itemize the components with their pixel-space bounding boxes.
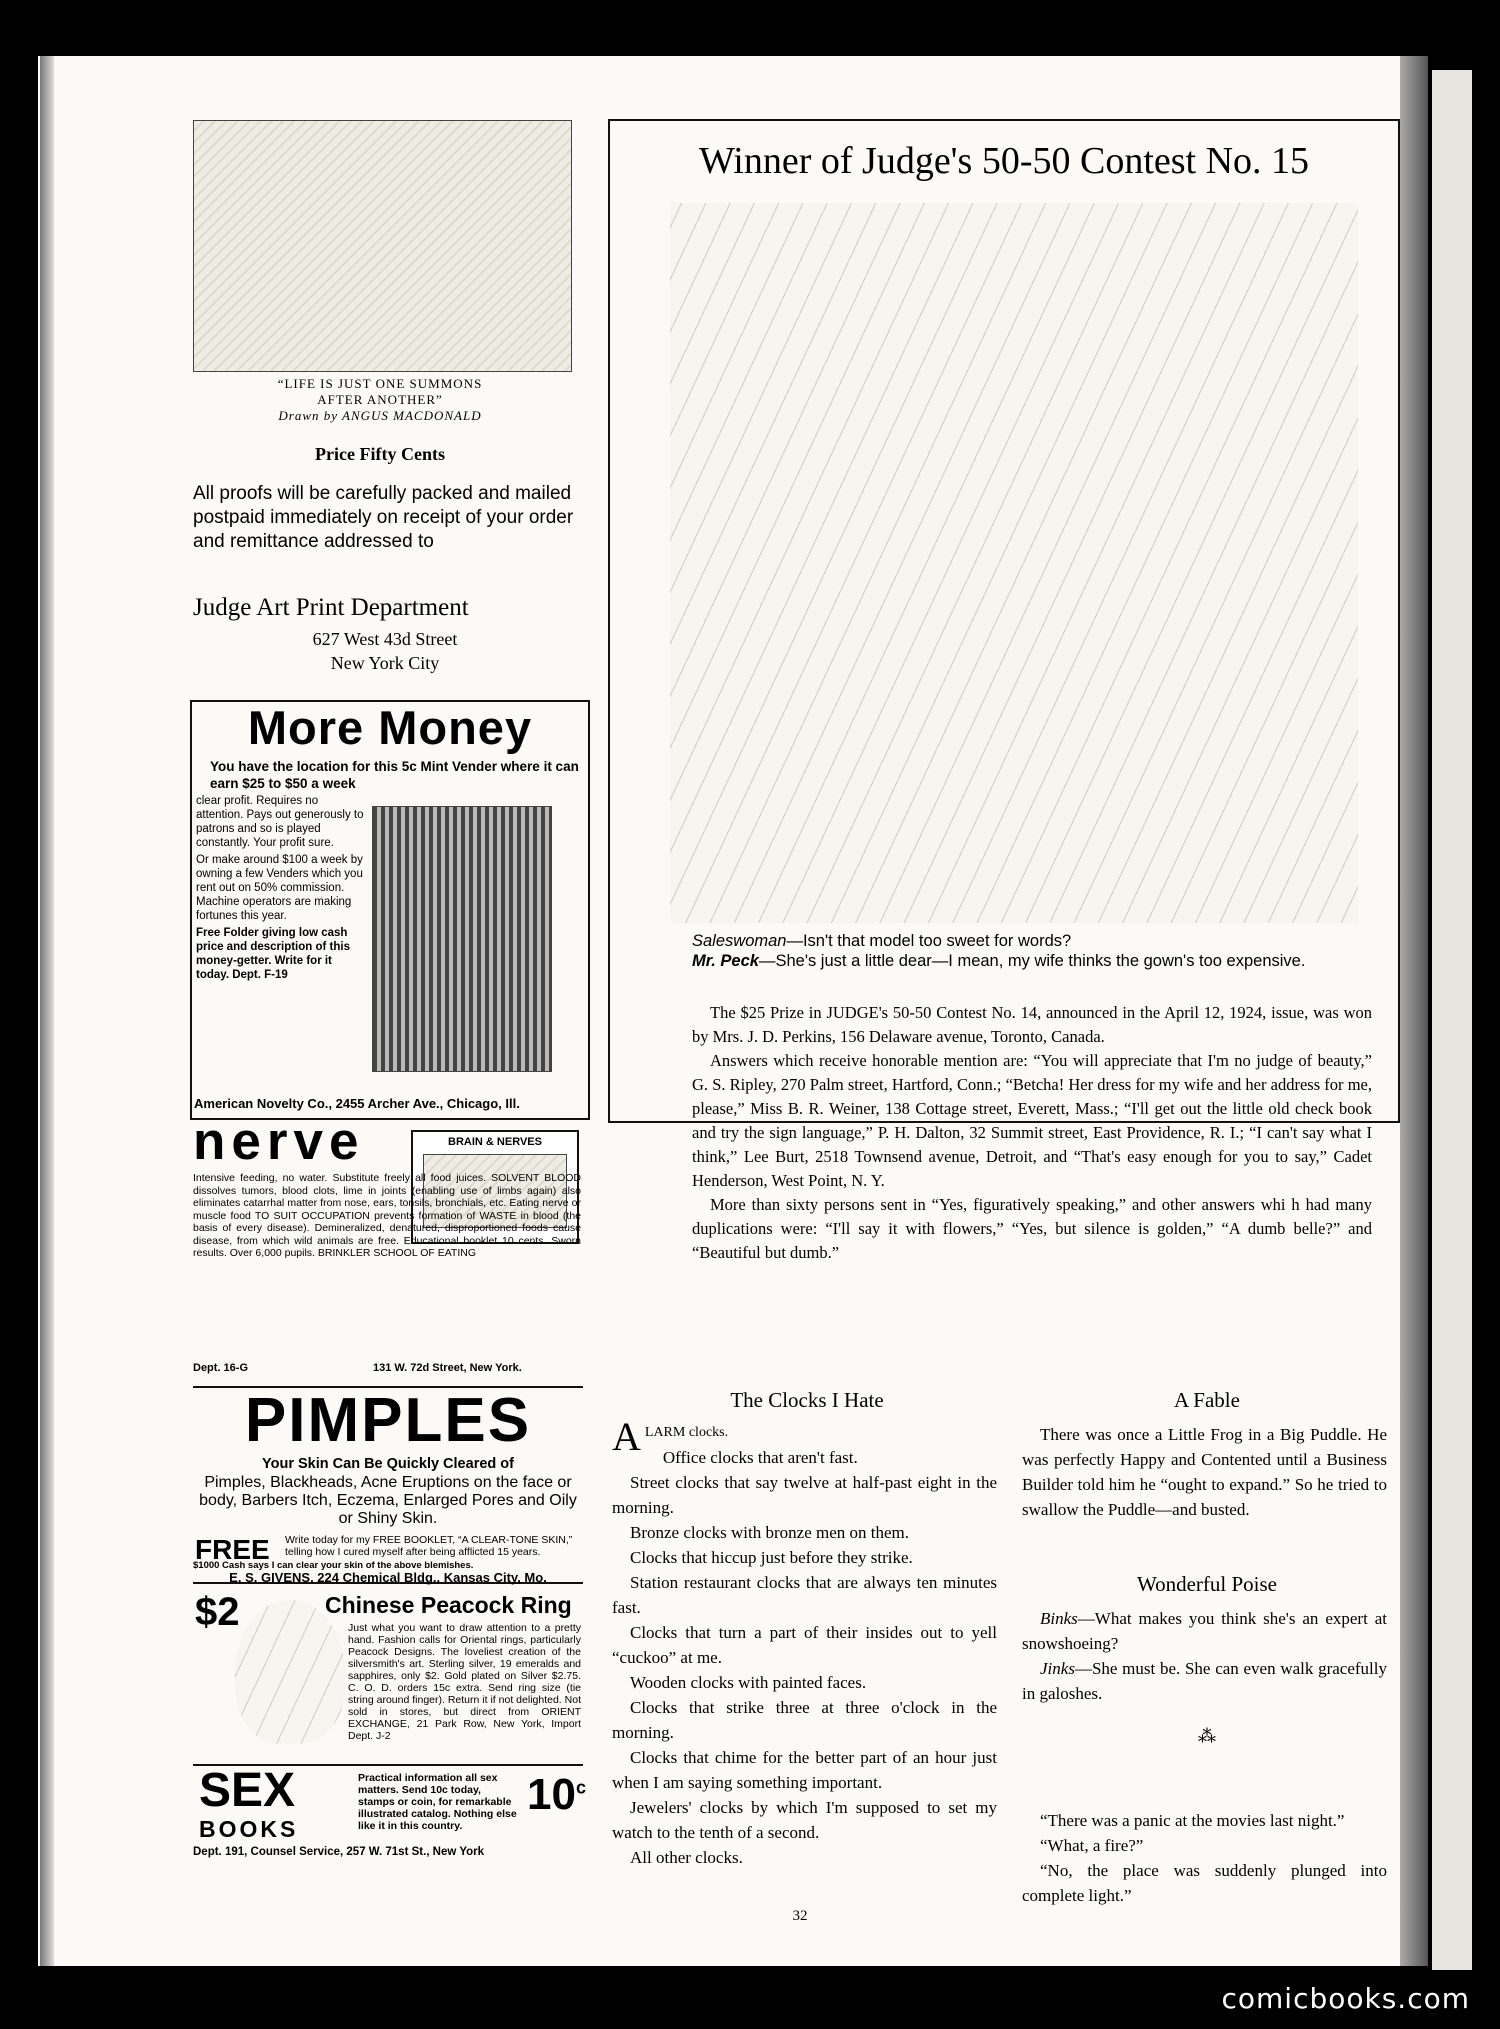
contest-cartoon [670, 203, 1358, 923]
page-gutter-shadow [1400, 56, 1428, 1966]
contest-title: Winner of Judge's 50-50 Contest No. 15 [698, 140, 1310, 182]
ad-nerve-body: Intensive feeding, no water. Substitute freely all food juices. SOLVENT BLOOD dissolves tumors, blood clots, lime in joints (enabling use of limbs again) also eliminates catarrhal matter from nose, ears, tonsils, bronchials, etc. Eating nerve or muscle food TO SUIT OCCUPATION prevents formation of WASTE in blood (the basis of every disease). Demineralized, denatured, disproportioned foods cause disease, from which wild animals are free. Educational booklet 10 cents. Sworn results. Over 6,000 pupils. BRINKLER SCHOOL OF EATING [193, 1172, 581, 1259]
ad-money-title: More Money [247, 701, 533, 754]
ad-sex-body: Practical information all sex matters. Send 10c today, stamps or coin, for remarkable illustrated catalog. Nothing else like it in this country. [358, 1772, 517, 1832]
ad-sex-subtitle: BOOKS [199, 1816, 299, 1842]
print-credit: Drawn by ANGUS MACDONALD [278, 408, 482, 423]
poise-title: Wonderful Poise [1136, 1572, 1278, 1596]
ad-pimples-free-text: Write today for my FREE BOOKLET, “A CLEAR-TONE SKIN,” telling how I cured myself after being afflicted 15 years. [285, 1534, 573, 1558]
ad-nerve-address: 131 W. 72d Street, New York. [373, 1362, 522, 1374]
vending-machine-image [372, 806, 552, 1072]
ad-money-lead: You have the location for this 5c Mint Vender where it can earn $25 to $50 a week [210, 759, 579, 791]
brain-nerves-illustration: BRAIN & NERVES [411, 1130, 579, 1244]
poise-body: Binks—What makes you think she's an expert at snowshoeing? Jinks—She must be. She can even walk gracefully in galoshes. [1022, 1609, 1387, 1703]
contest-results: The $25 Prize in JUDGE's 50-50 Contest No. 14, announced in the April 12, 1924, issue, was won by Mrs. J. D. Perkins, 156 Delaware avenue, Toronto, Canada. Answers which receive honorable mention are: “You will appreciate that I'm no judge of beauty,” G. S. Ripley, 270 Palm street, Hartford, Conn.; “Betcha! Her dress for my wife and her address for me, please,” Miss B. R. Weiner, 138 Cottage street, Everett, Mass.; “I'll get out the little old check book and try the sign language,” P. H. Dalton, 32 Summit street, East Providence, R. I.; “I can't say what I think,” Lee Burt, 2518 Townsend avenue, Detroit, and “That's easy enough for you to say,” Cadet Henderson, West Point, N. Y. More than sixty persons sent in “Yes, figuratively speaking,” and other answers whi h had many duplications were: “I'll say it with flowers,” “Yes, but silence is golden,” “A dumb belle?” and “Beautiful but dumb.” [692, 1003, 1372, 1262]
print-price: Price Fifty Cents [315, 444, 445, 464]
fable-body: There was once a Little Frog in a Big Puddle. He was perfectly Happy and Contented until a Business Builder told him he “ought to expand.” So he tried to swallow the Puddle—and busted. [1022, 1425, 1387, 1519]
ad-peacock-title: Chinese Peacock Ring [325, 1592, 572, 1618]
ad-peacock-ring [193, 1592, 583, 1766]
ad-pimples [193, 1386, 583, 1585]
ad-pimples-subtitle: Your Skin Can Be Quickly Cleared of [262, 1456, 514, 1472]
ornament-icon: ⁂ [1198, 1726, 1216, 1746]
ad-more-money [190, 700, 590, 1120]
ad-peacock-body: Just what you want to draw attention to a pretty hand. Fashion calls for Oriental rings, particularly Peacock Designs. The loveliest creation of the silversmith's art. Sterling silver, 19 emeralds and sapphires, only $2. Gold plated on Silver $2.75. C. O. D. orders 15c extra. Send ring size (tie string around finger). Return it if not delighted. Not sold in stores, but direct from ORIENT EXCHANGE, 21 Park Row, New York, Import Dept. J-2 [348, 1622, 581, 1742]
contest-caption: Saleswoman—Isn't that model too sweet for words? Mr. Peck—She's just a little dear—I mean, my wife thinks the gown's too expensive. [692, 932, 1306, 970]
fable-title: A Fable [1174, 1388, 1240, 1412]
clocks-title: The Clocks I Hate [730, 1388, 884, 1412]
ad-peacock-price: $2 [195, 1590, 240, 1634]
page-number: 32 [792, 1908, 808, 1924]
ad-pimples-title: PIMPLES [244, 1386, 532, 1455]
print-address: 627 West 43d Street New York City [312, 629, 458, 673]
ad-pimples-cash: $1000 Cash says I can clear your skin of the above blemishes. [193, 1560, 474, 1571]
ad-money-body: clear profit. Requires no attention. Pays out generously to patrons and so is played constantly. Your profit sure. Or make around $100 a week by owning a few Venders which you rent out on 50% commission. Machine operators are making fortunes this year. Free Folder giving low cash price and description of this money-getter. Write for it today. Dept. F-19 [196, 795, 364, 981]
print-caption: “LIFE IS JUST ONE SUMMONS AFTER ANOTHER” Drawn by ANGUS MACDONALD [180, 376, 580, 424]
clocks-dropcap: A [612, 1414, 641, 1459]
adjacent-page-edge [1432, 70, 1472, 1970]
print-order-text: All proofs will be carefully packed and mailed postpaid immediately on receipt of your order and remittance addressed to [193, 483, 574, 552]
panic-joke: “There was a panic at the movies last night.” “What, a fire?” “No, the place was suddenly plunged into complete light.” [1022, 1811, 1387, 1905]
ad-sex-books [193, 1764, 586, 1858]
ad-nerve-title: nerve [193, 1112, 365, 1171]
ad-sex-price: 10$^c$ [527, 1770, 586, 1819]
print-illustration [193, 120, 572, 372]
clocks-list: ALARM clocks. Office clocks that aren't fast. Street clocks that say twelve at half-past eight in the morning. Bronze clocks with bronze men on them. Clocks that hiccup just before they strike. Station restaurant clocks that are always ten minutes fast. Clocks that turn a part of their insides out to yell “cuckoo” at me. Wooden clocks with painted faces. Clocks that strike three at three o'clock in the morning. Clocks that chime for the better part of an hour just when I am saying something important. Jewelers' clocks by which I'm supposed to set my watch to the tenth of a second. All other clocks. [612, 1414, 997, 1867]
print-dept-name: Judge Art Print Department [193, 594, 469, 621]
page-binding-edge [40, 56, 54, 1966]
ad-money-footer: American Novelty Co., 2455 Archer Ave., Chicago, Ill. [194, 1096, 520, 1111]
ad-nerve-dept: Dept. 16-G [193, 1362, 249, 1374]
ad-sex-title: SEX [199, 1764, 296, 1817]
ad-nerve [193, 1112, 583, 1388]
ad-sex-footer: Dept. 191, Counsel Service, 257 W. 71st St., New York [193, 1846, 485, 1858]
peacock-ring-icon [235, 1600, 345, 1744]
ad-pimples-free: FREE [195, 1534, 270, 1565]
contest-box [608, 119, 1400, 1262]
watermark: comicbooks.com [1221, 1982, 1470, 2015]
ad-pimples-footer: E. S. GIVENS, 224 Chemical Bldg., Kansas City, Mo. [229, 1570, 547, 1585]
ad-pimples-list: Pimples, Blackheads, Acne Eruptions on the face or body, Barbers Itch, Eczema, Enlarged Pores and Oily or Shiny Skin. [199, 1474, 577, 1527]
